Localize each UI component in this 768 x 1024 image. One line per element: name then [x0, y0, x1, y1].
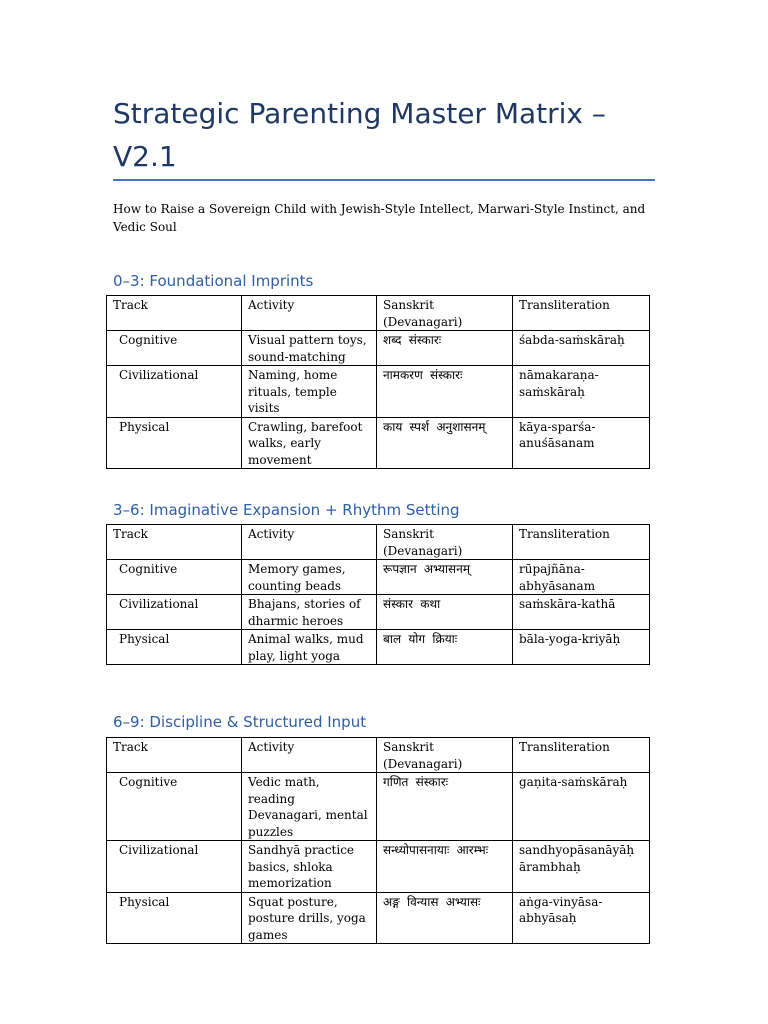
cell-transliteration: saṁskāra-kathā: [513, 595, 650, 630]
table-row: [107, 560, 650, 595]
cell-track: Cognitive: [107, 331, 242, 366]
cell-transliteration: bāla-yoga-kriyāḥ: [513, 630, 650, 665]
cell-activity: Naming, home rituals, temple visits: [242, 366, 377, 418]
cell-activity: Bhajans, stories of dharmic heroes: [242, 595, 377, 630]
title-divider: [113, 179, 655, 181]
cell-activity: Visual pattern toys, sound-matching: [242, 331, 377, 366]
cell-sanskrit: नामकरण संस्कारः: [377, 366, 513, 418]
cell-transliteration: sandhyopāsanāyāḥ ārambhaḥ: [513, 841, 650, 893]
header-activity: Activity: [242, 525, 377, 560]
cell-activity: Animal walks, mud play, light yoga: [242, 630, 377, 665]
table-header-row: [107, 738, 650, 773]
section-heading-3-6: 3–6: Imaginative Expansion + Rhythm Setting: [113, 501, 460, 519]
cell-sanskrit: शब्द संस्कारः: [377, 331, 513, 366]
cell-sanskrit: बाल योग क्रियाः: [377, 630, 513, 665]
table-row: [107, 773, 650, 841]
matrix-table-3-6: [106, 524, 650, 665]
cell-sanskrit: गणित संस्कारः: [377, 773, 513, 841]
cell-transliteration: gaṇita-saṁskāraḥ: [513, 773, 650, 841]
header-sanskrit: Sanskrit (Devanagari): [377, 296, 513, 331]
section-heading-0-3: 0–3: Foundational Imprints: [113, 272, 314, 290]
cell-sanskrit: रूपज्ञान अभ्यासनम्: [377, 560, 513, 595]
cell-activity: Vedic math, reading Devanagari, mental puzzles: [242, 773, 377, 841]
cell-track: Physical: [107, 892, 242, 944]
table-header-row: [107, 296, 650, 331]
cell-track: Cognitive: [107, 773, 242, 841]
section-heading-6-9: 6–9: Discipline & Structured Input: [113, 713, 367, 731]
cell-transliteration: rūpajñāna-abhyāsanam: [513, 560, 650, 595]
header-track: Track: [107, 525, 242, 560]
table-row: [107, 630, 650, 665]
cell-sanskrit: संस्कार कथा: [377, 595, 513, 630]
cell-transliteration: aṅga-vinyāsa-abhyāsaḥ: [513, 892, 650, 944]
header-track: Track: [107, 296, 242, 331]
header-track: Track: [107, 738, 242, 773]
document-subtitle: How to Raise a Sovereign Child with Jewish-Style Intellect, Marwari-Style Instinct, and Vedic Soul: [113, 202, 646, 234]
cell-track: Physical: [107, 417, 242, 469]
cell-transliteration: nāmakaraṇa-saṁskāraḥ: [513, 366, 650, 418]
cell-activity: Crawling, barefoot walks, early movement: [242, 417, 377, 469]
table-row: [107, 331, 650, 366]
matrix-table-6-9: [106, 737, 650, 944]
header-activity: Activity: [242, 738, 377, 773]
cell-track: Civilizational: [107, 595, 242, 630]
table-row: [107, 595, 650, 630]
cell-transliteration: śabda-saṁskāraḥ: [513, 331, 650, 366]
table-row: [107, 841, 650, 893]
cell-track: Physical: [107, 630, 242, 665]
cell-activity: Memory games, counting beads: [242, 560, 377, 595]
header-sanskrit: Sanskrit (Devanagari): [377, 525, 513, 560]
table-row: [107, 892, 650, 944]
cell-activity: Squat posture, posture drills, yoga games: [242, 892, 377, 944]
header-transliteration: Transliteration: [513, 738, 650, 773]
cell-transliteration: kāya-sparśa-anuśāsanam: [513, 417, 650, 469]
header-transliteration: Transliteration: [513, 525, 650, 560]
cell-track: Civilizational: [107, 841, 242, 893]
cell-track: Civilizational: [107, 366, 242, 418]
table-header-row: [107, 525, 650, 560]
header-transliteration: Transliteration: [513, 296, 650, 331]
header-sanskrit: Sanskrit (Devanagari): [377, 738, 513, 773]
header-activity: Activity: [242, 296, 377, 331]
table-row: [107, 366, 650, 418]
cell-track: Cognitive: [107, 560, 242, 595]
cell-activity: Sandhyā practice basics, shloka memorization: [242, 841, 377, 893]
cell-sanskrit: काय स्पर्श अनुशासनम्: [377, 417, 513, 469]
table-row: [107, 417, 650, 469]
matrix-table-0-3: [106, 295, 650, 469]
cell-sanskrit: अङ्ग विन्यास अभ्यासः: [377, 892, 513, 944]
document-title: Strategic Parenting Master Matrix – V2.1: [113, 97, 606, 173]
cell-sanskrit: सन्ध्योपासनायाः आरम्भः: [377, 841, 513, 893]
